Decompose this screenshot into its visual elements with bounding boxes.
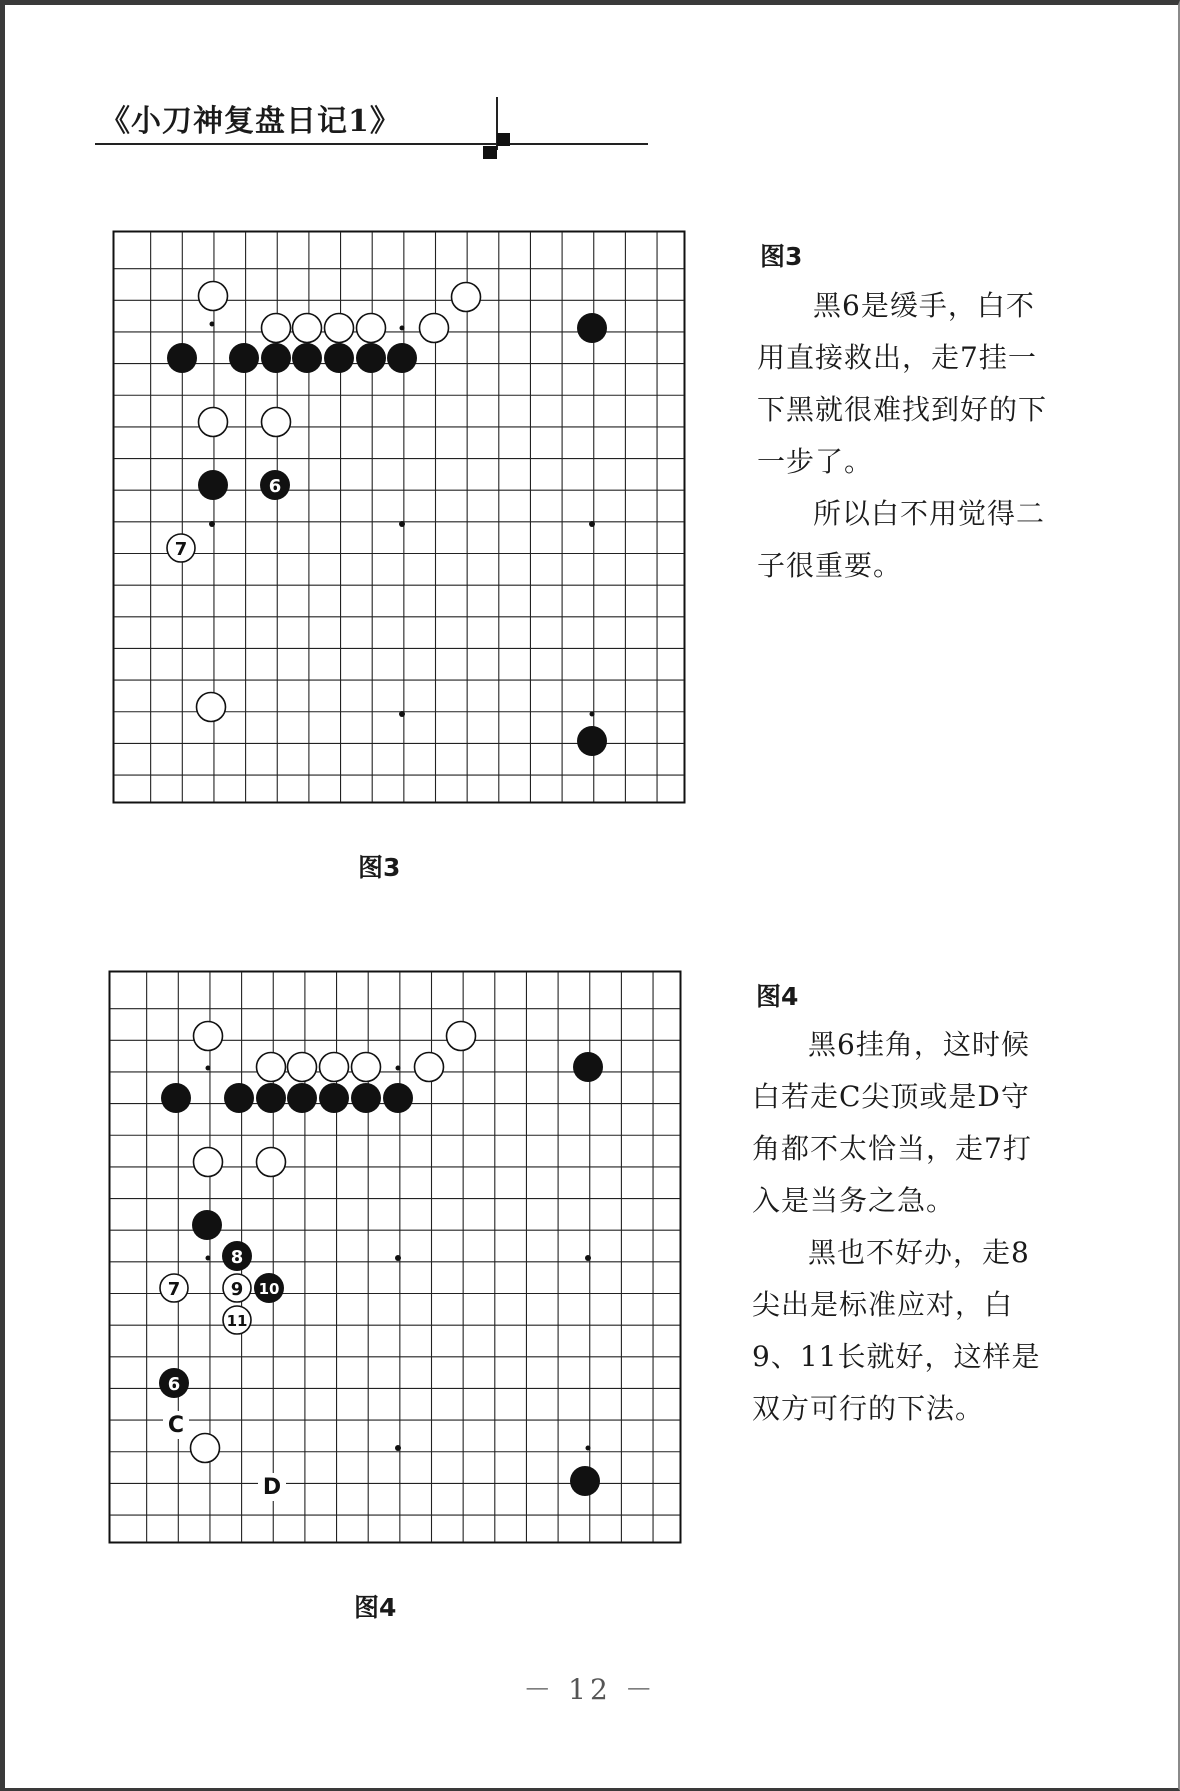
black-stone	[192, 1210, 222, 1240]
white-stone	[293, 314, 322, 343]
go-board-figure-4	[108, 970, 686, 1548]
black-stone	[292, 343, 322, 373]
header-ornament-square	[497, 133, 510, 146]
white-stone	[325, 314, 354, 343]
move-label-7: 7	[167, 1279, 181, 1300]
figure-4-commentary	[752, 1019, 1049, 1435]
black-stone	[383, 1083, 413, 1113]
white-stone	[288, 1053, 317, 1082]
white-stone	[257, 1053, 286, 1082]
move-label-10: 10	[258, 1280, 280, 1298]
go-board-figure-3	[112, 230, 690, 808]
white-stone	[199, 408, 228, 437]
figure-3-side-title: 图3	[760, 242, 803, 271]
black-stone	[577, 313, 607, 343]
white-stone	[357, 314, 386, 343]
black-stone	[319, 1083, 349, 1113]
move-label-11: 11	[226, 1312, 248, 1330]
white-stone	[197, 693, 226, 722]
white-stone	[420, 314, 449, 343]
black-stone	[573, 1052, 603, 1082]
point-label-D: D	[262, 1475, 282, 1500]
move-label-7: 7	[174, 539, 188, 560]
figure-4-side-title: 图4	[756, 982, 799, 1011]
commentary-paragraph: 黑6挂角，这时候白若走C尖顶或是D守角都不太恰当，走7打入是当务之急。	[752, 1028, 1032, 1217]
white-stone	[191, 1434, 220, 1463]
move-label-6: 6	[268, 476, 282, 497]
black-stone	[256, 1083, 286, 1113]
move-label-8: 8	[230, 1247, 244, 1268]
black-stone	[356, 343, 386, 373]
black-stone	[224, 1083, 254, 1113]
commentary-paragraph: 黑6是缓手，白不用直接救出，走7挂一下黑就很难找到好的下一步了。	[757, 289, 1048, 478]
book-title: 《小刀神复盘日记1》	[100, 104, 401, 139]
figure-3-caption: 图3	[358, 853, 401, 882]
black-stone	[167, 343, 197, 373]
white-stone	[415, 1053, 444, 1082]
figure-3-commentary	[757, 280, 1052, 592]
figure-4-caption: 图4	[354, 1593, 397, 1622]
black-stone	[324, 343, 354, 373]
black-stone	[570, 1466, 600, 1496]
black-stone	[387, 343, 417, 373]
white-stone	[452, 283, 481, 312]
page-number: － 12 －	[523, 1673, 657, 1706]
white-stone	[352, 1053, 381, 1082]
black-stone	[198, 470, 228, 500]
white-stone	[320, 1053, 349, 1082]
black-stone	[287, 1083, 317, 1113]
commentary-paragraph: 所以白不用觉得二子很重要。	[757, 497, 1046, 582]
white-stone	[194, 1148, 223, 1177]
black-stone	[261, 343, 291, 373]
white-stone	[262, 314, 291, 343]
point-label-C: C	[167, 1413, 185, 1438]
black-stone	[229, 343, 259, 373]
white-stone	[447, 1022, 476, 1051]
black-stone	[351, 1083, 381, 1113]
white-stone	[262, 408, 291, 437]
black-stone	[577, 726, 607, 756]
move-label-6: 6	[167, 1374, 181, 1395]
header-rule	[95, 143, 648, 145]
white-stone	[199, 282, 228, 311]
header-ornament-square	[483, 146, 497, 159]
black-stone	[161, 1083, 191, 1113]
white-stone	[257, 1148, 286, 1177]
commentary-paragraph: 黑也不好办，走8尖出是标准应对，白9、11长就好，这样是双方可行的下法。	[752, 1236, 1041, 1425]
move-label-9: 9	[230, 1279, 244, 1300]
white-stone	[194, 1022, 223, 1051]
